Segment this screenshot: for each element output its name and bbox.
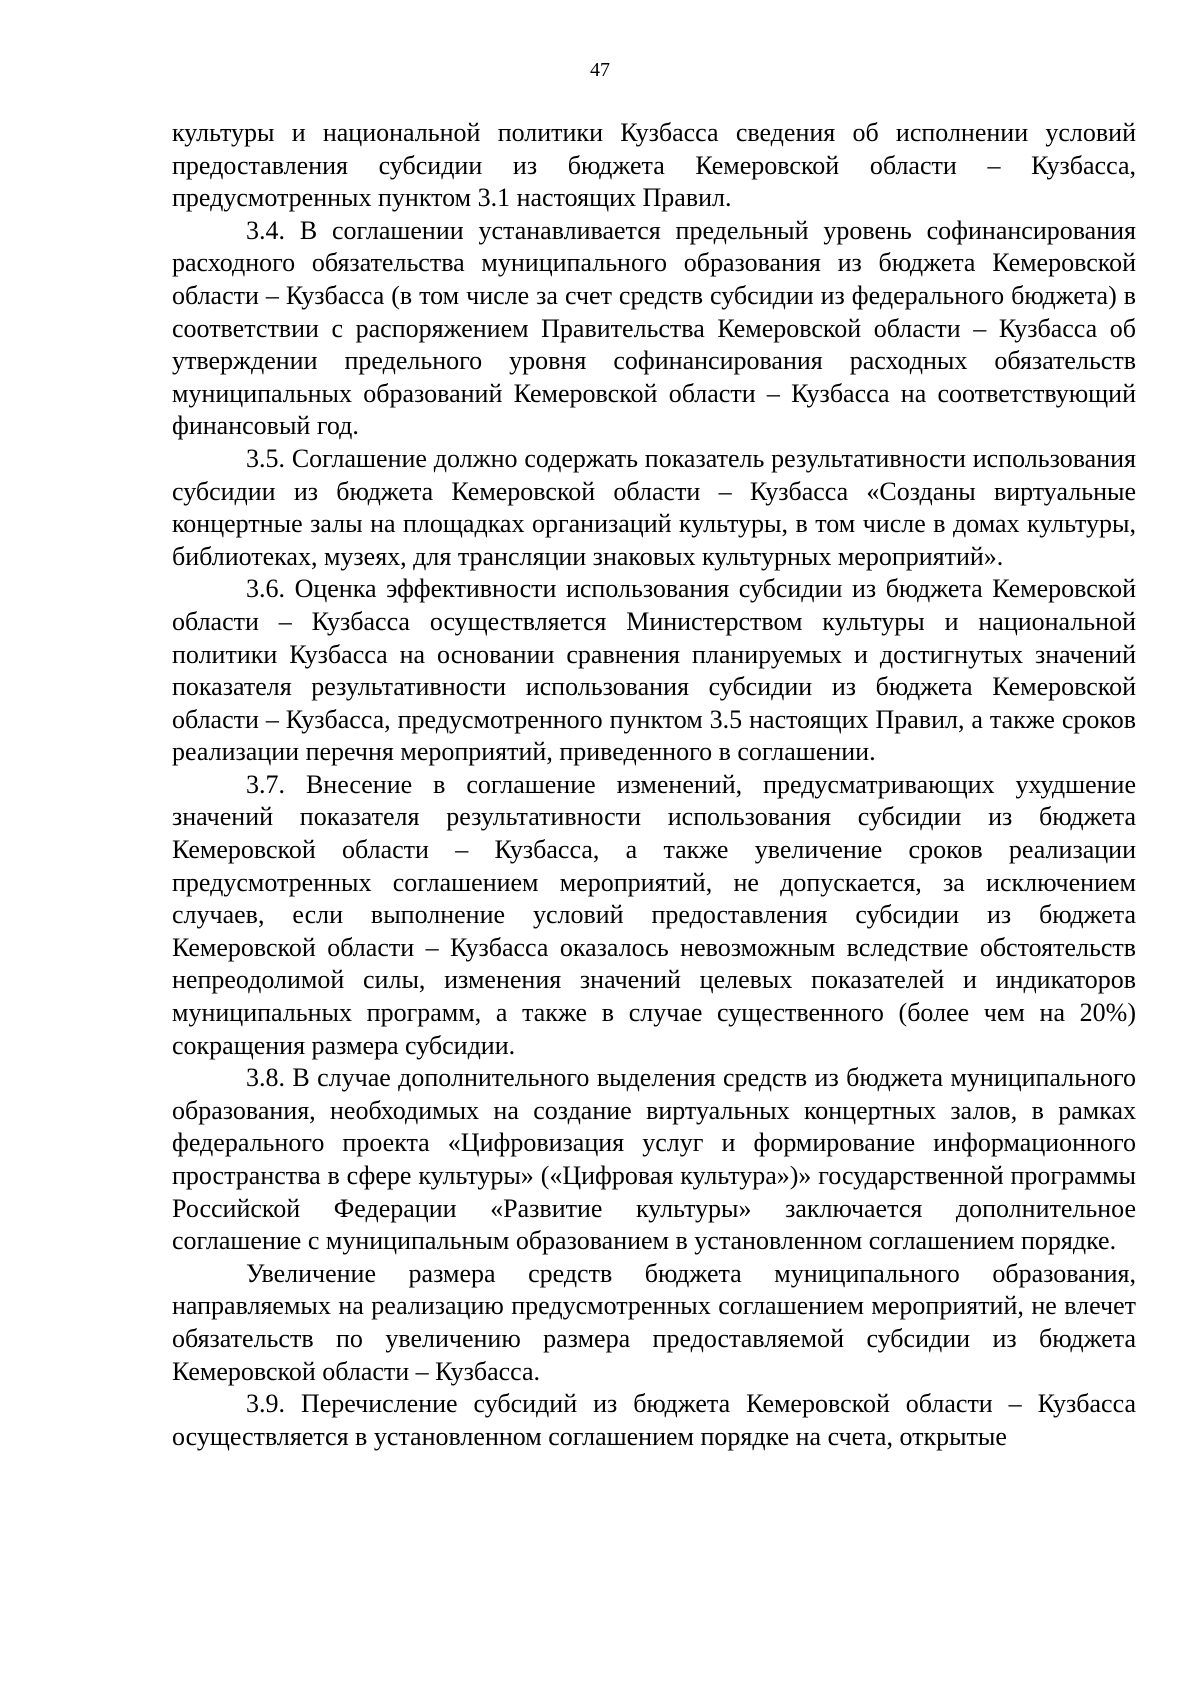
page-number: 47 <box>590 59 610 81</box>
paragraph-3-8: 3.8. В случае дополнительного выделения средств из бюджета муниципального образования, необходимых на создание виртуальных концертных залов, в рамках федерального проекта «Цифровизация услуг и формирование информационного пространства в сфере культуры» («Цифровая культура»)» государственной программы Российской Федерации «Развитие культуры» заключается дополнительное соглашение с муниципальным образованием в установленном соглашением порядке. <box>172 1063 1136 1256</box>
paragraph-3-8-addendum: Увеличение размера средств бюджета муниципального образования, направляемых на реализацию предусмотренных соглашением мероприятий, не влечет обязательств по увеличению размера предоставляемой субсидии из бюджета Кемеровской области – Кузбасса. <box>172 1258 1136 1386</box>
paragraph-3-7: 3.7. Внесение в соглашение изменений, предусматривающих ухудшение значений показателя результативности использования субсидии из бюджета Кемеровской области – Кузбасса, а также увеличение сроков реализации предусмотренных соглашением мероприятий, не допускается, за исключением случаев, если выполнение условий предоставления субсидии из бюджета Кемеровской области – Кузбасса оказалось невозможным вследствие обстоятельств непреодолимой силы, изменения значений целевых показателей и индикаторов муниципальных программ, а также в случае существенного (более чем на 20%) сокращения размера субсидии. <box>172 769 1136 1060</box>
paragraph-3-5: 3.5. Соглашение должно содержать показатель результативности использования субсидии из бюджета Кемеровской области – Кузбасса «Созданы виртуальные концертные залы на площадках организаций культуры, в том числе в домах культуры, библиотеках, музеях, для трансляции знаковых культурных мероприятий». <box>172 443 1136 571</box>
paragraph-continuation: культуры и национальной политики Кузбасса сведения об исполнении условий предоставления субсидии из бюджета Кемеровской области – Кузбасса, предусмотренных пунктом 3.1 настоящих Правил. <box>172 118 1136 213</box>
paragraph-3-4: 3.4. В соглашении устанавливается предельный уровень софинансирования расходного обязательства муниципального образования из бюджета Кемеровской области – Кузбасса (в том числе за счет средств субсидии из федерального бюджета) в соответствии с распоряжением Правительства Кемеровской области – Кузбасса об утверждении предельного уровня софинансирования расходных обязательств муниципальных образований Кемеровской области – Кузбасса на соответствующий финансовый год. <box>172 215 1136 441</box>
paragraph-3-9: 3.9. Перечисление субсидий из бюджета Кемеровской области – Кузбасса осуществляется в установленном соглашением порядке на счета, открытые <box>172 1389 1136 1451</box>
document-body <box>172 117 1136 1453</box>
paragraph-3-6: 3.6. Оценка эффективности использования субсидии из бюджета Кемеровской области – Кузбасса осуществляется Министерством культуры и национальной политики Кузбасса на основании сравнения планируемых и достигнутых значений показателя результативности использования субсидии из бюджета Кемеровской области – Кузбасса, предусмотренного пунктом 3.5 настоящих Правил, а также сроков реализации перечня мероприятий, приведенного в соглашении. <box>172 574 1136 767</box>
